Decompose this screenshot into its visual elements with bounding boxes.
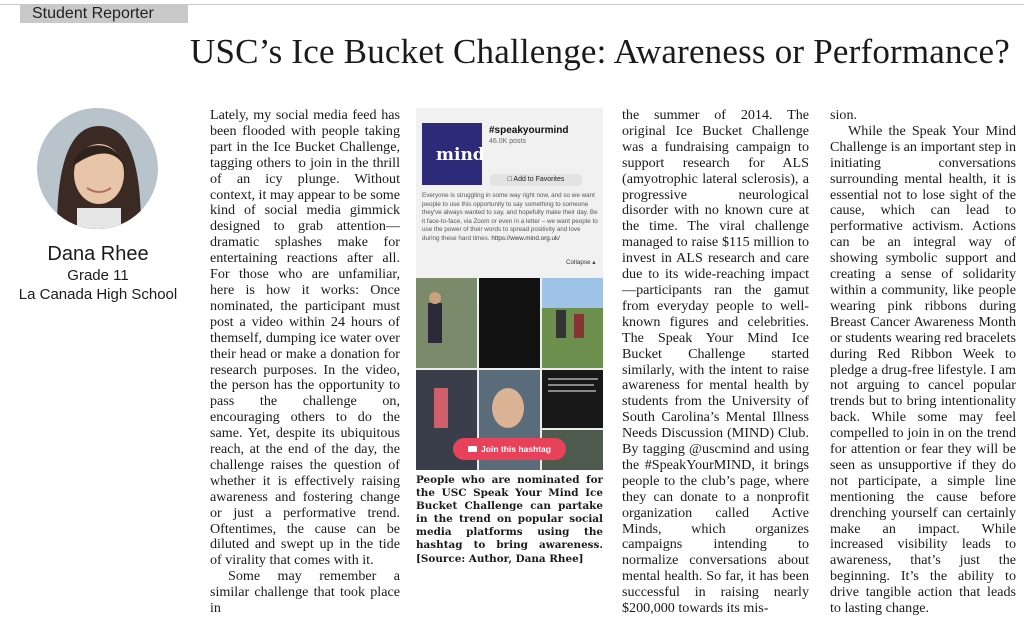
bookmark-icon: □ [507,176,512,183]
author-school: La Canada High School [18,286,178,303]
article-paragraph: While the Speak Your Mind Challenge is an important step in initiating conversations surrounding mental health, it is essential not to lose sight of the cause, which can lead to performative activism. Actions can be an integral way of showing symbolic support and creating a sense of solidarity within a community, like people wearing pink ribbons during Breast Cancer Awareness Month or students wearing red bracelets during Red Ribbon Week to pledge a drug-free lifestyle. I am not arguing to cancel popular trends but to bring intentionality back. While some may feel compelled to join in on the trend for attention or fear they will be seen as unsupportive if they do not participate, a simple line mentioning the cause before drenching yourself can certainly make an impact. While increased visibility leads to awareness, that’s just the beginning. It’s the ability to drive tangible action that leads to lasting change. [830,122,1016,617]
article-paragraph: the summer of 2014. The original Ice Bucket Challenge was a fundraising campaign to support research for ALS (amyotrophic lateral sclerosis), a progressive neurological disorder with no known cure at the time. The viral challenge managed to raise $115 million to invest in ALS research and care due to its wide-reaching impact—participants ran the gamut from everyday people to well-known figures and celebrities. The Speak Your Mind Ice Bucket Challenge started similarly, with the intent to raise awareness for mental health by students from the University of South Carolina’s Mental Illness Needs Discussion (MIND) Club. By tagging @uscmind and using the #SpeakYourMIND, it brings people to the club’s page, where they can donate to a nonprofit organization called Active Minds, which organizes campaigns intending to normalize conversations about mental health. So far, it has been successful in raising nearly $200,000 towards its mis- [622,107,809,617]
video-camera-icon [468,446,477,452]
hashtag-header [416,108,603,306]
author-name: Dana Rhee [47,243,149,265]
article-paragraph: Some may remember a similar challenge that took place in [210,568,400,617]
headline: USC’s Ice Bucket Challenge: Awareness or Performance? [190,32,1010,71]
figure-caption: People who are nominated for the USC Speak Your Mind Ice Bucket Challenge can partake in the trend on popular social media platforms using the hashtag to bring awareness. [Source: Author, Dana Rhee] [416,474,603,565]
author-photo [37,108,158,229]
section-tag: Student Reporter [20,4,188,23]
article-column-1 [210,108,400,617]
add-favorites-button[interactable] [490,174,582,186]
logo-text: mind [436,145,485,165]
post-count: 46.0K posts [489,138,526,145]
video-thumbnail [479,278,540,368]
article-paragraph: Lately, my social media feed has been flooded with people taking part in the Ice Bucket Challenge, tagging others to join in the thrill of an icy plunge. Without context, it may appear to be some kind of social media gimmick designed to grab attention—dramatic splashes make for entertaining reactions after all. For those who are unfamiliar, here is how it works: Once nominated, the participant must post a video within 24 hours of themself, dumping ice water over their head or make a donation for research purposes. In the video, the person has the opportunity to pass the challenge on, encouraging others to do the same. Yet, despite its ubiquitous reach, at the end of the day, the challenge raises the question of whether it is effectively raising awareness and fostering change or just a performative trend. Oftentimes, the cause can be diluted and swept up in the tide of virality that comes with it. [210,107,400,569]
hashtag-title: #speakyourmind [489,125,569,136]
article-paragraph: sion. [830,107,858,123]
hashtag-description [422,192,598,244]
mind-logo [422,123,485,185]
hashtag-screenshot [416,108,603,470]
add-favorites-label: Add to Favorites [513,176,565,183]
description-text: Everyone is struggling in some way right now, and so we want people to use this opportunity to say something to someone they've always wanted to say, and hopefully make their day. Be it face-to-face, via Zoom or even in a letter – we want people to use the power of their words to spread positivity and love during these hard times. [422,192,598,242]
author-grade: Grade 11 [67,267,129,284]
article-column-2 [622,108,809,617]
join-hashtag-button[interactable] [453,438,566,460]
article-column-3 [830,108,1016,617]
collapse-toggle[interactable]: Collapse ▴ [566,259,596,266]
video-thumbnail [416,278,477,368]
join-button-label: Join this hashtag [481,444,551,454]
description-link[interactable]: https://www.mind.org.uk/ [491,234,560,242]
